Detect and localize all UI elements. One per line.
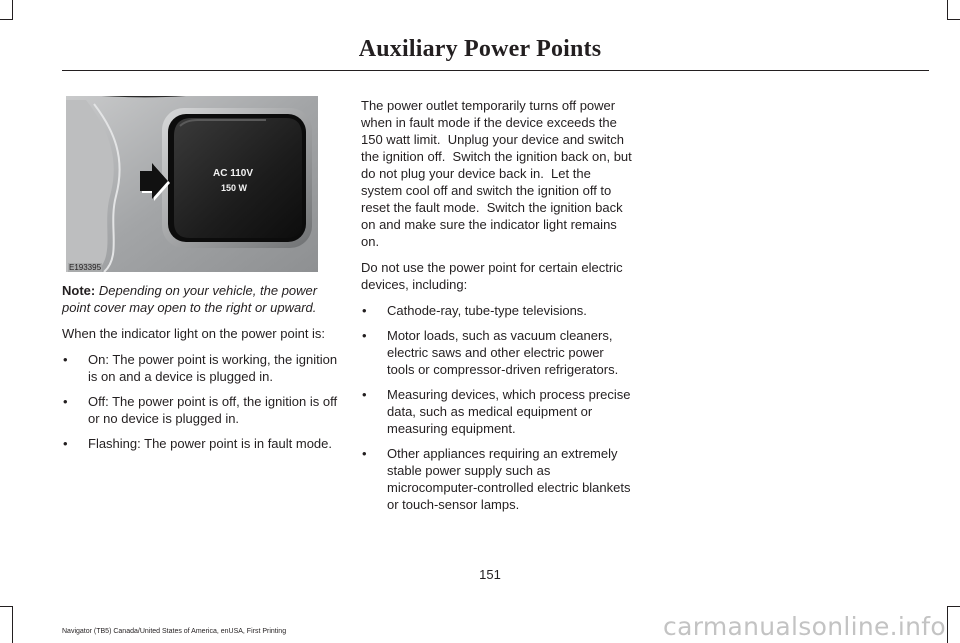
right-column bbox=[361, 97, 636, 521]
watermark: carmanualsonline.info bbox=[663, 612, 946, 641]
crop-mark bbox=[947, 606, 948, 643]
note bbox=[62, 282, 338, 316]
list-item: • Measuring devices, which process precise data, such as medical equipment or measuring equipment. bbox=[361, 386, 633, 437]
crop-mark bbox=[947, 606, 960, 607]
power-outlet-figure bbox=[66, 96, 318, 272]
crop-mark bbox=[947, 19, 960, 20]
device-list bbox=[361, 302, 633, 513]
crop-mark bbox=[0, 19, 13, 20]
figure-code: E193395 bbox=[69, 263, 102, 272]
note-label: Note: bbox=[62, 283, 96, 298]
list-item: • Flashing: The power point is in fault mode. bbox=[62, 435, 338, 452]
page-number: 151 bbox=[479, 567, 501, 582]
crop-mark bbox=[0, 606, 13, 607]
power-outlet-illustration bbox=[66, 96, 318, 272]
left-column bbox=[62, 282, 338, 460]
fault-mode-paragraph: The power outlet temporarily turns off power when in fault mode if the device exceeds the 150 watt limit. Unplug your device and switch the ignition off. Switch the ignition back on, but do not plug your device back in. Let the system cool off and switch the ignition off to reset the fault mode. Switch the ignition back on and make sure the indicator light remains on. bbox=[361, 98, 636, 249]
indicator-intro: When the indicator light on the power point is: bbox=[62, 326, 326, 341]
list-item: • On: The power point is working, the ignition is on and a device is plugged in. bbox=[62, 351, 338, 385]
note-text: Depending on your vehicle, the power point cover may open to the right or upward. bbox=[62, 283, 318, 315]
outlet-wattage-label: 150 W bbox=[220, 183, 248, 193]
list-item: • Other appliances requiring an extremely stable power supply such as microcomputer-controlled electric blankets or touch-sensor lamps. bbox=[361, 445, 633, 513]
crop-mark bbox=[12, 606, 13, 643]
list-item: • Off: The power point is off, the ignition is off or no device is plugged in. bbox=[62, 393, 338, 427]
page-title: Auxiliary Power Points bbox=[358, 36, 602, 62]
devices-intro: Do not use the power point for certain electric devices, including: bbox=[361, 260, 623, 292]
list-item: • Cathode-ray, tube-type televisions. bbox=[361, 302, 633, 319]
crop-mark bbox=[12, 0, 13, 20]
crop-mark bbox=[947, 0, 948, 20]
print-info: Navigator (TB5) Canada/United States of America, enUSA, First Printing bbox=[62, 628, 287, 635]
indicator-list bbox=[62, 351, 338, 452]
outlet-voltage-label: AC 110V bbox=[212, 168, 254, 179]
list-item: • Motor loads, such as vacuum cleaners, electric saws and other electric power tools or compressor-driven refrigerators. bbox=[361, 327, 633, 378]
header-divider bbox=[62, 70, 929, 71]
